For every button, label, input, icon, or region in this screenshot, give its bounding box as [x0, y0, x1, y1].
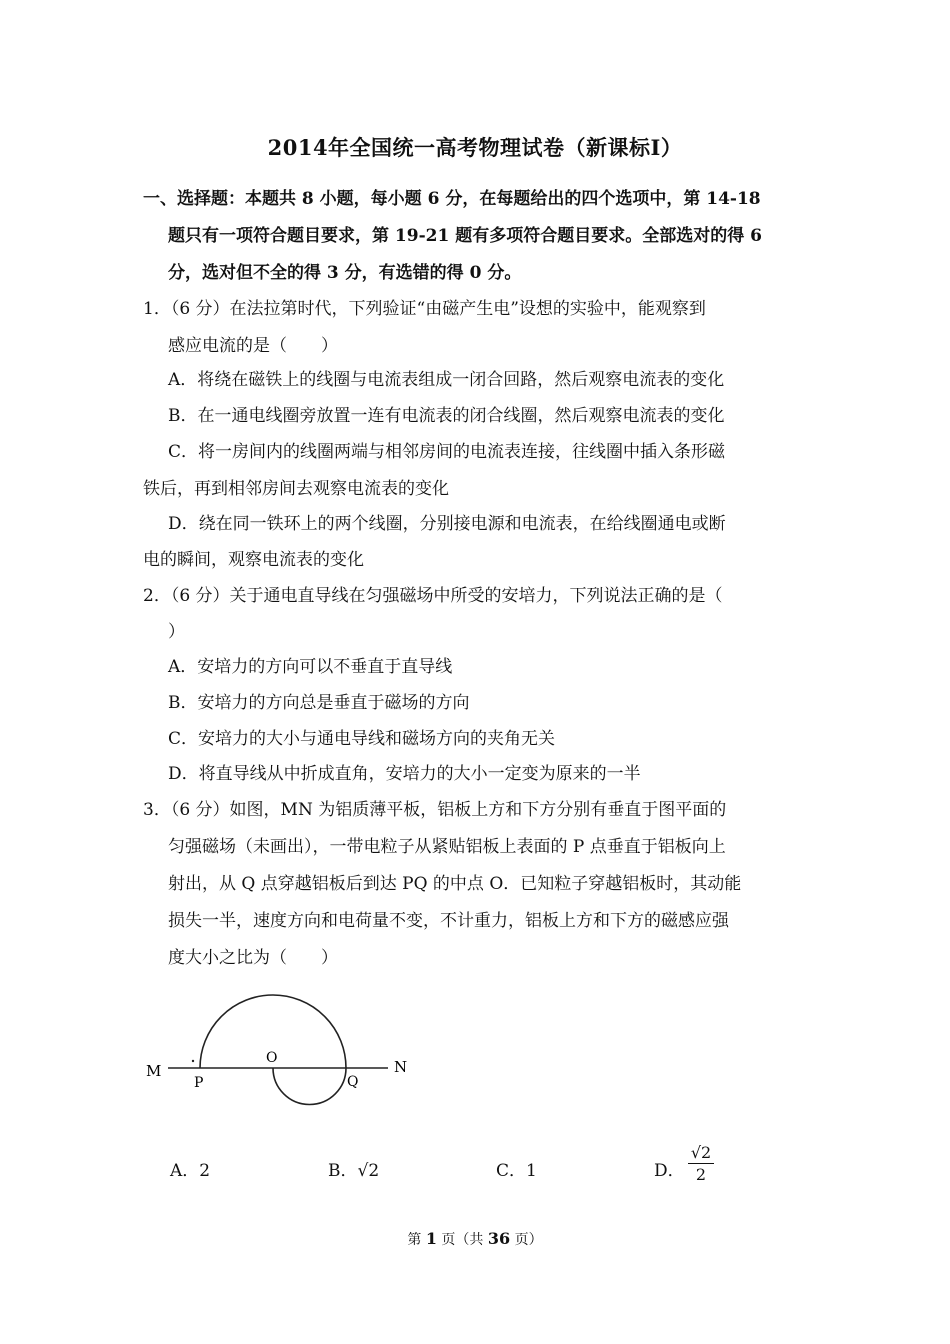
- q1-option-d-line-2: 电的瞬间，观察电流表的变化: [143, 550, 364, 570]
- q3-stem-line-5: 度大小之比为（ ）: [168, 948, 338, 968]
- label-q: Q: [347, 1074, 359, 1090]
- label-o: O: [266, 1050, 278, 1066]
- footer-post: 页）: [510, 1232, 543, 1248]
- footer-page-number: 1: [425, 1229, 437, 1248]
- footer-pre: 第: [407, 1232, 426, 1248]
- q2-option-d: D．将直导线从中折成直角，安培力的大小一定变为原来的一半: [168, 764, 641, 784]
- lower-semicircle-arc: [273, 1068, 346, 1105]
- q1-option-c-line-1: C．将一房间内的线圈两端与相邻房间的电流表连接，往线圈中插入条形磁: [168, 442, 726, 462]
- q2-option-a: A．安培力的方向可以不垂直于直导线: [168, 657, 453, 677]
- label-p: P: [194, 1075, 204, 1091]
- q2-option-b: B．安培力的方向总是垂直于磁场的方向: [168, 693, 470, 713]
- q1-option-d-line-1: D．绕在同一铁环上的两个线圈，分别接电源和电流表，在给线圈通电或断: [168, 514, 726, 534]
- q3-option-d-numerator: √2: [688, 1143, 714, 1164]
- q3-option-c: C．1: [496, 1161, 537, 1181]
- footer-total-pages: 36: [487, 1229, 511, 1248]
- q1-stem-line-1: 1．（6 分）在法拉第时代，下列验证“由磁产生电”设想的实验中，能观察到: [143, 299, 706, 319]
- q3-option-b-value: √2: [357, 1161, 380, 1181]
- section-heading-line-2: 题只有一项符合题目要求，第 19-21 题有多项符合题目要求。全部选对的得 6: [168, 226, 762, 246]
- q2-stem-line-2: ）: [168, 622, 185, 642]
- q3-stem-line-1: 3．（6 分）如图，MN 为铝质薄平板，铝板上方和下方分别有垂直于图平面的: [143, 800, 727, 820]
- q1-option-b: B．在一通电线圈旁放置一连有电流表的闭合线圈，然后观察电流表的变化: [168, 406, 725, 426]
- page-title: 2014年全国统一高考物理试卷（新课标Ⅰ）: [267, 135, 683, 160]
- q1-stem-line-2: 感应电流的是（ ）: [168, 336, 338, 356]
- q3-option-d-prefix: D．: [654, 1161, 685, 1181]
- section-heading-line-1: 一、选择题：本题共 8 小题，每小题 6 分，在每题给出的四个选项中，第 14-18: [143, 189, 761, 209]
- q3-stem-line-4: 损失一半，速度方向和电荷量不变，不计重力，铝板上方和下方的磁感应强: [168, 911, 729, 931]
- footer-mid: 页（共: [436, 1232, 488, 1248]
- q3-stem-line-2: 匀强磁场（未画出），一带电粒子从紧贴铝板上表面的 P 点垂直于铝板向上: [168, 837, 726, 857]
- q3-stem-line-3: 射出，从 Q 点穿越铝板后到达 PQ 的中点 O．已知粒子穿越铝板时，其动能: [168, 874, 742, 894]
- q3-option-b: [328, 1156, 379, 1181]
- label-n: N: [394, 1058, 408, 1076]
- q2-option-c: C．安培力的大小与通电导线和磁场方向的夹角无关: [168, 729, 556, 749]
- q2-stem-line-1: 2．（6 分）关于通电直导线在匀强磁场中所受的安培力，下列说法正确的是（: [143, 586, 723, 606]
- section-heading-line-3: 分，选对但不全的得 3 分，有选错的得 0 分。: [168, 263, 522, 283]
- q3-figure: [140, 990, 430, 1120]
- q3-option-d-denominator: 2: [695, 1165, 707, 1184]
- q3-option-a: A．2: [170, 1161, 211, 1181]
- page-footer: [0, 1229, 950, 1249]
- q3-option-b-prefix: B．: [328, 1161, 358, 1181]
- q3-option-d-fraction: [688, 1143, 714, 1184]
- point-p-dot: [192, 1060, 194, 1062]
- q1-option-a: A．将绕在磁铁上的线圈与电流表组成一闭合回路，然后观察电流表的变化: [168, 370, 725, 390]
- q1-option-c-line-2: 铁后，再到相邻房间去观察电流表的变化: [143, 479, 449, 499]
- label-m: M: [146, 1062, 162, 1080]
